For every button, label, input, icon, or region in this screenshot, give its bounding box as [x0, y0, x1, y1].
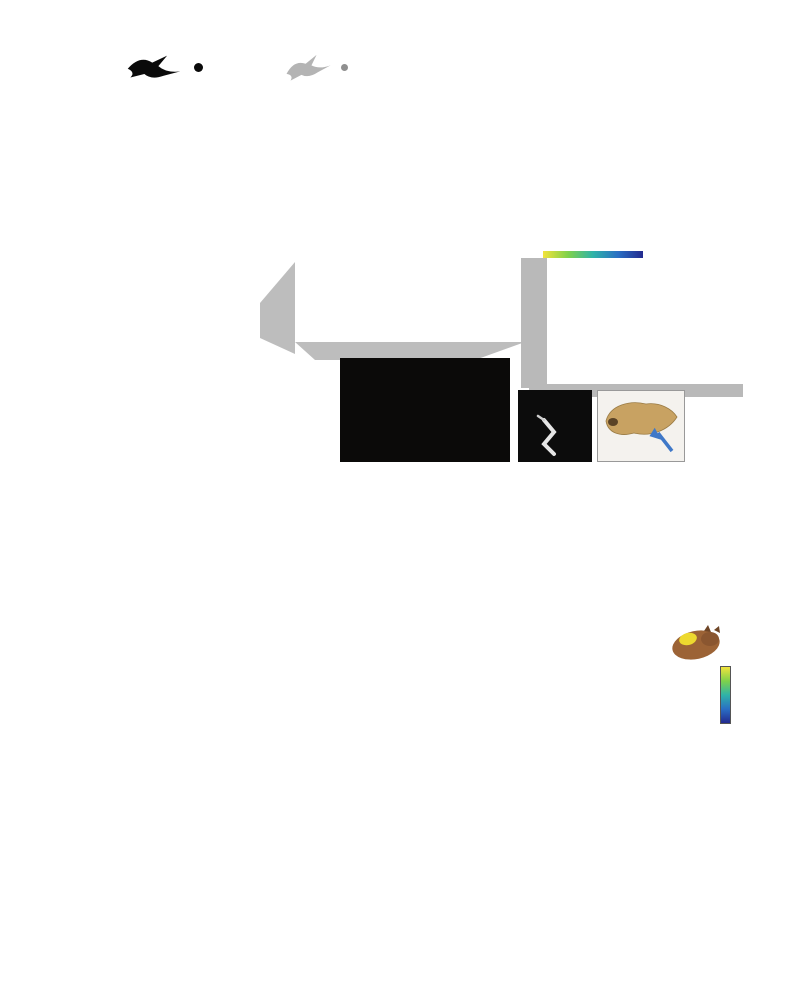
fig1-panels-IJ [532, 260, 744, 398]
fig1-middle [55, 248, 745, 464]
xray-bone-image [518, 390, 592, 462]
fig2-panels [340, 625, 750, 975]
page-footer [55, 978, 737, 996]
fig1-panel-L-xray [518, 390, 592, 462]
fig1-panel-H [295, 264, 531, 356]
long-term-spectrogram [340, 651, 720, 725]
unsuccessful-star-icon [235, 60, 250, 75]
fig1-panel-M-wing [597, 390, 685, 462]
bat-passerine-range-chart [342, 858, 742, 975]
figure-1 [55, 48, 745, 463]
bat-photo-icon [666, 625, 726, 663]
fig1-legend [123, 52, 723, 82]
robin-recording-spectrogram [554, 262, 740, 320]
warbler-wing-photo [598, 391, 684, 461]
gray-bird-silhouette-icon [282, 50, 334, 85]
fig2-panel-C [340, 797, 750, 853]
bat-in-mist-net-photo [340, 358, 510, 462]
a-colorbar-gradient [720, 666, 731, 724]
fig1-boxplot-row [55, 84, 745, 244]
insect-attack-dot-icon [341, 64, 348, 71]
z-acceleration-chart [342, 799, 742, 849]
figure-2 [55, 622, 750, 978]
black-bird-silhouette-icon [123, 53, 185, 81]
successful-attack-dot-icon [194, 63, 203, 72]
fig1-panel-K-photo [340, 358, 510, 462]
fig2-panel-A [340, 625, 750, 725]
zoom-connector-lines [342, 848, 742, 858]
fig2-panel-D [340, 858, 750, 975]
passerine-tag-spectrogram [554, 324, 740, 382]
altitude-line-chart [342, 733, 742, 799]
tag-recording-spectrogram [309, 268, 527, 340]
fig2-panel-B [340, 727, 750, 807]
footer-left [55, 978, 63, 996]
